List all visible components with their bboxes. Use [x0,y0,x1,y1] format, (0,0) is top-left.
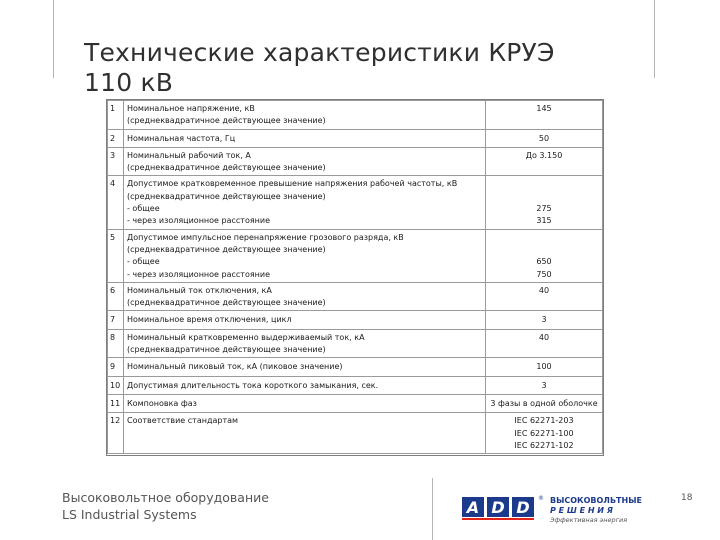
value-line: IEC 62271-203 [514,416,574,426]
description-line: (среднеквадратичное действующее значение) [127,244,326,254]
row-value [486,329,603,358]
row-description [124,358,486,376]
logo-registered: ® [538,495,544,502]
logo-line-1: ВЫСОКОВОЛЬТНЫЕ [550,496,642,505]
value-line: IEC 62271-102 [514,440,574,450]
logo-tagline: Эффективная энергия [550,516,628,524]
frame-line-left [53,0,54,78]
row-description [124,282,486,311]
table-row [108,147,603,176]
row-number: 3 [108,147,124,176]
table-row [108,394,603,412]
value-line: 50 [538,133,550,143]
description-line: Номинальное напряжение, кВ [127,104,255,113]
description-line: Номинальный рабочий ток, А [127,150,251,160]
description-line: Номинальное время отключения, цикл [127,315,292,325]
page-number: 18 [681,493,693,503]
footer-line-2: LS Industrial Systems [62,507,197,522]
table-row [108,101,603,130]
value-line: IEC 62271-100 [514,428,574,438]
value-line: 650 [536,257,552,267]
logo-letter-a: A [466,498,480,517]
description-line: - общее [127,204,160,214]
row-value [486,147,603,176]
description-line: - через изоляционное расстояние [127,216,271,226]
row-description [124,413,486,454]
description-line: - через изоляционное расстояние [127,269,271,279]
row-number: 10 [108,376,124,394]
description-line: Допустимая длительность тока короткого замыкания, сек. [127,380,379,390]
value-line: 40 [538,285,550,295]
table-row [108,311,603,329]
description-line: (среднеквадратичное действующее значение) [127,345,326,355]
row-number: 5 [108,229,124,282]
description-line: Компоновка фаз [127,398,197,408]
row-value [486,129,603,147]
value-line: 145 [536,104,552,113]
row-description [124,176,486,229]
description-line: (среднеквадратичное действующее значение) [127,163,326,173]
row-description [124,101,486,130]
row-value [486,376,603,394]
footer-divider [432,478,433,540]
row-value [486,311,603,329]
row-description [124,376,486,394]
description-line: (среднеквадратичное действующее значение) [127,298,326,308]
value-spacer [489,244,599,256]
row-number: 7 [108,311,124,329]
value-spacer [489,232,599,244]
description-line: Допустимое импульсное перенапряжение грозового разряда, кВ [127,232,404,242]
logo-letter-d2: D [516,498,530,517]
value-line: 315 [536,216,552,226]
value-line: 40 [538,332,550,342]
value-line: 3 [541,380,547,390]
logo-accent-bar [462,518,534,520]
table-row [108,176,603,229]
table-row [108,329,603,358]
row-value [486,282,603,311]
slide-title [84,38,604,98]
table-row [108,413,603,454]
row-number: 4 [108,176,124,229]
table-row [108,282,603,311]
logo-letter-d1: D [491,498,505,517]
row-number: 8 [108,329,124,358]
logo-line-2: Р Е Ш Е Н И Я [550,506,613,515]
row-description [124,129,486,147]
title-line-1: Технические характеристики КРУЭ [84,38,555,67]
row-value [486,413,603,454]
value-spacer [489,191,599,203]
table-row [108,376,603,394]
description-line: Номинальный ток отключения, кА [127,285,272,295]
specifications-table [107,100,603,454]
table-row [108,358,603,376]
table-row [108,229,603,282]
description-line: (среднеквадратичное действующее значение) [127,116,326,126]
description-line: - общее [127,257,160,267]
row-number: 12 [108,413,124,454]
row-number: 2 [108,129,124,147]
row-description [124,311,486,329]
row-number: 1 [108,101,124,130]
value-line: 275 [536,204,552,214]
footer-company [62,489,269,523]
value-line: 100 [536,362,552,372]
footer-line-1: Высоковольтное оборудование [62,490,269,505]
row-value [486,176,603,229]
description-line: Номинальная частота, Гц [127,133,236,143]
description-line: (среднеквадратичное действующее значение) [127,191,326,201]
description-line: Номинальный пиковый ток, кА (пиковое значение) [127,362,343,372]
description-line: Соответствие стандартам [127,416,239,426]
value-spacer [489,178,599,190]
row-description [124,394,486,412]
row-number: 6 [108,282,124,311]
row-value [486,101,603,130]
row-value [486,229,603,282]
row-number: 11 [108,394,124,412]
row-value [486,394,603,412]
row-value [486,358,603,376]
frame-line-right [654,0,655,78]
row-description [124,147,486,176]
value-line: 750 [536,269,552,279]
add-logo-mark [462,497,534,520]
description-line: Допустимое кратковременное превышение напряжения рабочей частоты, кВ [127,179,458,189]
add-logo [462,493,642,527]
value-line: До 3.150 [525,150,563,160]
value-line: 3 фазы в одной оболочке [490,398,598,408]
value-line: 3 [541,315,547,325]
description-line: Номинальный кратковременно выдерживаемый ток, кА [127,332,365,342]
table-row [108,129,603,147]
row-number: 9 [108,358,124,376]
row-description [124,329,486,358]
row-description [124,229,486,282]
title-line-2: 110 кВ [84,68,174,97]
